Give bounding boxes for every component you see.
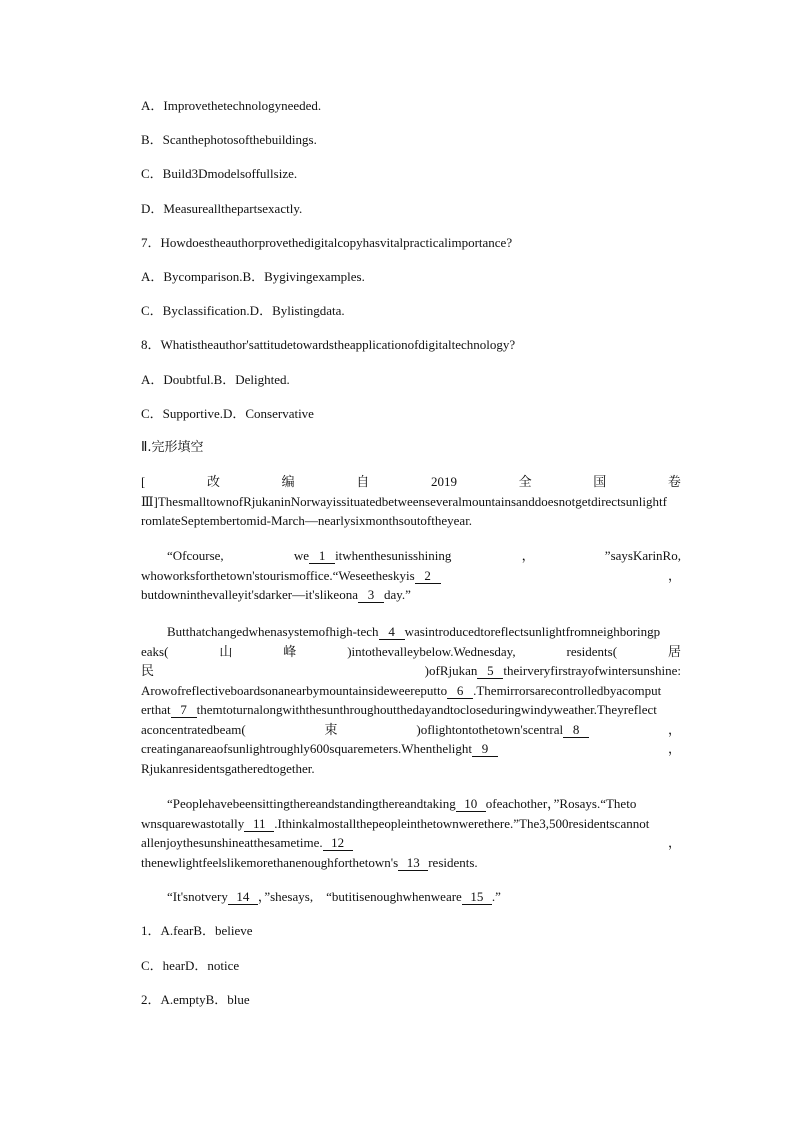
- paragraph-4-line-1: [141, 794, 681, 814]
- paragraph-2-line-3: [141, 585, 681, 605]
- q6-option-b: B．Scanthephotosofthebuildings.: [141, 132, 317, 147]
- text-span: )ofRjukan: [424, 663, 478, 678]
- text-span: 居: [667, 643, 681, 659]
- paragraph-3-line-4: [141, 681, 681, 701]
- paragraph-4-line-4: [141, 853, 681, 873]
- text-span: residents(: [566, 643, 618, 659]
- text-span: “butitisenoughwhenweare: [326, 889, 462, 904]
- q8-options-cd: C．Supportive.D．Conservative: [141, 406, 314, 421]
- source-char: 编: [281, 474, 295, 489]
- answer-1-options-cd: C．hearD．notice: [141, 958, 240, 973]
- text-span: .”: [491, 889, 501, 904]
- text-span: .Ithinkalmostallthepeopleinthetownwerethere.”The3,500residentscannot: [274, 815, 650, 831]
- text-span: )intothevalleybelow.Wednesday,: [347, 643, 516, 659]
- text-span: Arowofreflectiveboardsonanearbymountainsideweereputto: [141, 682, 448, 698]
- blank-9: 9: [472, 741, 498, 757]
- blank-4: 4: [379, 624, 405, 640]
- blank-15: 15: [462, 889, 492, 905]
- text-span: 山: [219, 643, 233, 659]
- blank-3: 3: [358, 587, 384, 603]
- q8-options-ab: A．Doubtful.B．Delighted.: [141, 372, 290, 387]
- text-span: aconcentratedbeam(: [141, 721, 246, 737]
- source-char: 国: [593, 474, 607, 489]
- blank-10: 10: [456, 796, 486, 812]
- blank-12: 12: [323, 835, 353, 851]
- paragraph-2-line-2: [141, 566, 681, 586]
- paragraph-1: [141, 472, 681, 531]
- q6-option-a: A．Improvethetechnologyneeded.: [141, 98, 322, 113]
- blank-13: 13: [398, 855, 428, 871]
- paragraph-2: [141, 546, 681, 605]
- text-span: we: [293, 548, 310, 563]
- answer-1-options-ab: 1．A.fearB．believe: [141, 923, 253, 938]
- text-span: erthat: [141, 702, 171, 717]
- paragraph-4-line-2: [141, 814, 681, 834]
- blank-8: 8: [563, 722, 589, 738]
- blank-14: 14: [228, 889, 258, 905]
- blank-11: 11: [244, 816, 274, 832]
- paragraph-2-line-1: [141, 546, 681, 566]
- blank-2: 2: [415, 568, 441, 584]
- text-span: )oflightontothetown'scentral: [416, 721, 564, 737]
- paragraph-1-line-2: Ⅲ]ThesmalltownofRjukaninNorwayissituatedbetweenseveralmountainsanddoesnotgetdirectsunlightf: [141, 493, 667, 509]
- text-span: ，: [667, 741, 681, 756]
- q7-options-cd: C．Byclassification.D．Bylistingdata.: [141, 303, 345, 318]
- paragraph-4: [141, 794, 681, 872]
- text-span: 峰: [283, 643, 297, 659]
- source-char: 卷: [667, 474, 681, 489]
- source-char: 全: [518, 474, 532, 489]
- paragraph-3: [141, 622, 681, 778]
- text-span: whoworksforthetown'stourismoffice.“Weseetheskyis: [141, 567, 415, 583]
- text-span: thenewlightfeelslikemorethanenoughforthetown's: [141, 854, 399, 870]
- paragraph-1-line-3: romlateSeptembertomid-March—nearlysixmonthsoutoftheyear.: [141, 513, 473, 528]
- text-span: wasintroducedtoreflectsunlightfromneighboringp: [404, 624, 661, 639]
- text-span: ，”shesays,: [257, 889, 314, 904]
- text-span: wnsquarewastotally: [141, 815, 245, 831]
- text-span: “Ofcourse,: [167, 548, 224, 563]
- text-span: “It'snotvery: [167, 889, 228, 904]
- paragraph-3-line-5: [141, 700, 681, 720]
- q7-options-ab: A．Bycomparison.B．Bygivingexamples.: [141, 269, 365, 284]
- paragraph-4-line-3: [141, 833, 681, 853]
- q6-option-d: D．Measureallthepartsexactly.: [141, 201, 303, 216]
- paragraph-3-line-3: [141, 661, 681, 681]
- blank-5: 5: [477, 663, 503, 679]
- text-span: ，: [667, 567, 681, 583]
- paragraph-3-line-7: [141, 739, 681, 759]
- q6-option-c: C．Build3Dmodelsoffullsize.: [141, 166, 298, 181]
- text-span: ，: [667, 721, 681, 737]
- text-span: day.”: [383, 587, 411, 602]
- paragraph-5: [167, 888, 501, 906]
- text-span: butdowninthevalleyit'sdarker—it'slikeona: [141, 587, 358, 602]
- source-char: 自: [356, 474, 370, 489]
- text-span: ”saysKarinRo,: [604, 548, 681, 563]
- text-span: 民: [141, 663, 155, 678]
- text-span: “Peoplehavebeensittingthereandstandingthereandtaking: [167, 796, 456, 811]
- source-char: 改: [206, 474, 220, 489]
- paragraph-3-line-8: Rjukanresidentsgatheredtogether.: [141, 760, 315, 776]
- text-span: theirveryfirstrayofwintersunshine:: [503, 663, 681, 678]
- text-span: residents.: [428, 854, 478, 870]
- text-span: allenjoythesunshineatthesametime.: [141, 835, 323, 850]
- section-title-cloze: Ⅱ.完形填空: [141, 440, 204, 455]
- answer-2-options-ab: 2．A.emptyB．blue: [141, 992, 250, 1007]
- text-span: itwhenthesunisshining: [335, 548, 452, 563]
- text-span: creatinganareaofsunlightroughly600squaremeters.Whenthelight: [141, 741, 473, 756]
- paragraph-1-source-row: [141, 472, 681, 492]
- blank-7: 7: [171, 702, 197, 718]
- text-span: 束: [324, 721, 338, 737]
- text-span: themtoturnalongwiththesunthroughoutthedayandtocloseduringwindyweather.Theyreflect: [196, 702, 657, 717]
- blank-6: 6: [447, 683, 473, 699]
- source-bracket: [: [141, 474, 146, 489]
- q8-question: 8．Whatistheauthor'sattitudetowardstheapplicationofdigitaltechnology?: [141, 337, 516, 352]
- paragraph-3-line-6: [141, 720, 681, 740]
- blank-1: 1: [309, 548, 335, 564]
- text-span: eaks(: [141, 643, 169, 659]
- text-span: ，: [667, 835, 681, 850]
- paragraph-3-line-1: [141, 622, 681, 642]
- text-span: .Themirrorsarecontrolledbyacomput: [473, 682, 662, 698]
- q7-question: 7．Howdoestheauthorprovethedigitalcopyhasvitalpracticalimportance?: [141, 235, 513, 250]
- text-span: Butthatchangedwhenasystemofhigh-tech: [167, 624, 379, 639]
- source-year: 2019: [430, 474, 457, 489]
- paragraph-3-line-2: [141, 642, 681, 662]
- text-span: ofeachother，”Rosays.“Theto: [485, 796, 637, 811]
- text-span: ，: [521, 548, 535, 563]
